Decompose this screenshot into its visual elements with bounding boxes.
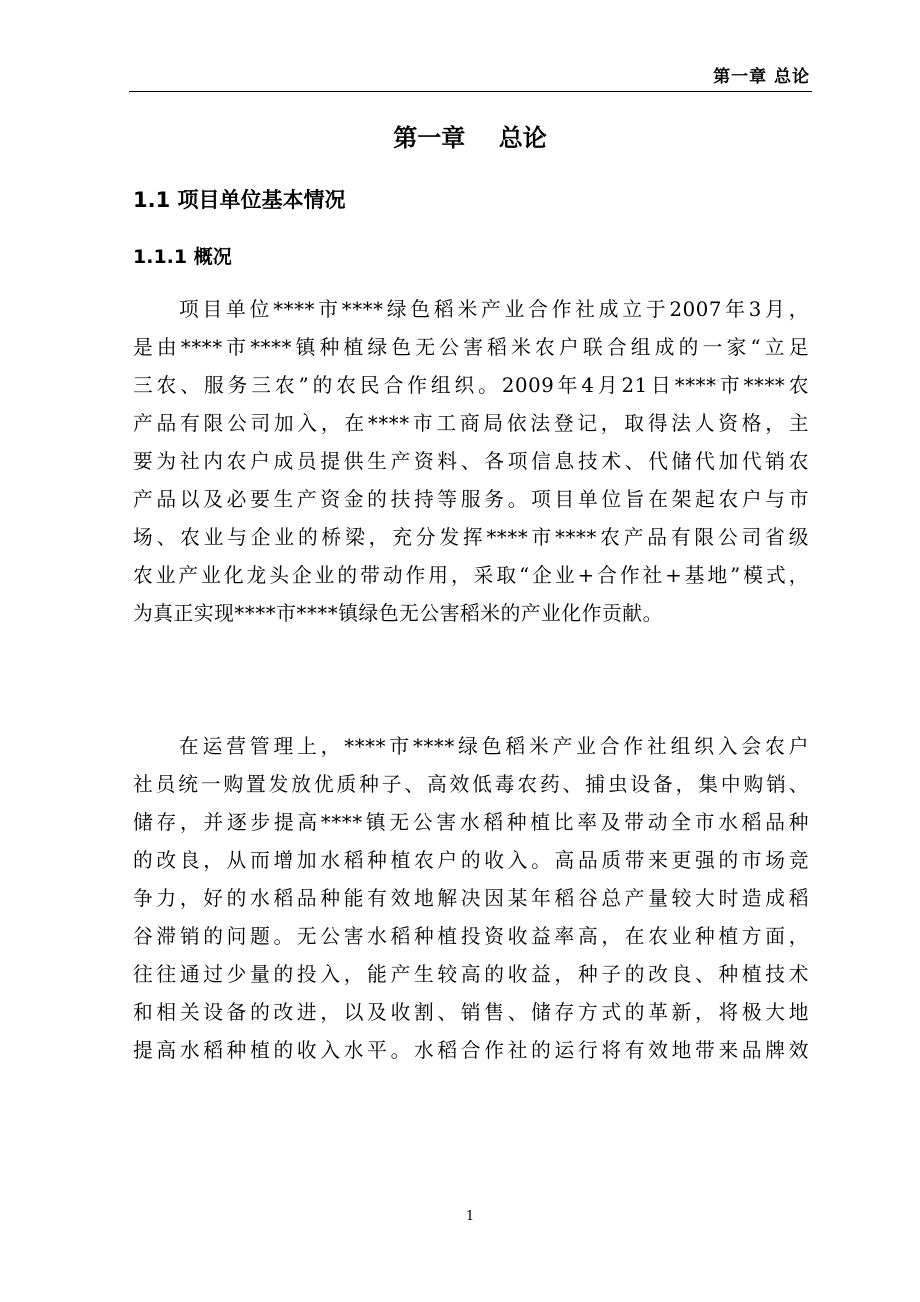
paragraph-line: 三农、服务三农”的农民合作组织。2009年4月21日****市****农: [133, 374, 809, 397]
paragraph-line: 在运营管理上，****市****绿色稻米产业合作社组织入会农户: [179, 735, 809, 758]
subsection-heading: 1.1.1 概况: [133, 246, 232, 268]
chapter-title: 第一章 总论: [393, 124, 547, 152]
paragraph-line: 为真正实现****市****镇绿色无公害稻米的产业化作贡献。: [133, 602, 663, 625]
running-header: 第一章 总论: [713, 67, 810, 87]
paragraph-line: 储存，并逐步提高****镇无公害水稻种植比率及带动全市水稻品种: [133, 811, 809, 834]
paragraph-line: 和相关设备的改进，以及收割、销售、储存方式的革新，将极大地: [133, 1001, 809, 1024]
paragraph-line: 提高水稻种植的收入水平。水稻合作社的运行将有效地带来品牌效: [133, 1039, 809, 1062]
header-rule: [129, 91, 812, 92]
paragraph-line: 的改良，从而增加水稻种植农户的收入。高品质带来更强的市场竞: [133, 849, 809, 872]
section-heading: 1.1 项目单位基本情况: [133, 188, 346, 212]
paragraph-line: 场、农业与企业的桥梁，充分发挥****市****农产品有限公司省级: [133, 526, 809, 549]
paragraph-line: 产品有限公司加入，在****市工商局依法登记，取得法人资格，主: [133, 412, 809, 435]
paragraph-line: 争力，好的水稻品种能有效地解决因某年稻谷总产量较大时造成稻: [133, 887, 809, 910]
paragraph-line: 农业产业化龙头企业的带动作用，采取“企业+合作社+基地”模式，: [133, 564, 809, 587]
page-number: 1: [465, 1209, 475, 1224]
paragraph-line: 产品以及必要生产资金的扶持等服务。项目单位旨在架起农户与市: [133, 488, 809, 511]
paragraph-2: [133, 728, 809, 1070]
paragraph-line: 往往通过少量的投入，能产生较高的收益，种子的改良、种植技术: [133, 963, 809, 986]
paragraph-line: 项目单位****市****绿色稻米产业合作社成立于2007年3月，: [179, 298, 809, 321]
paragraph-1: [133, 291, 809, 633]
paragraph-line: 是由****市****镇种植绿色无公害稻米农户联合组成的一家“立足: [133, 336, 809, 359]
paragraph-line: 社员统一购置发放优质种子、高效低毒农药、捕虫设备，集中购销、: [133, 773, 809, 796]
paragraph-line: 谷滞销的问题。无公害水稻种植投资收益率高，在农业种植方面，: [133, 925, 809, 948]
paragraph-line: 要为社内农户成员提供生产资料、各项信息技术、代储代加代销农: [133, 450, 809, 473]
